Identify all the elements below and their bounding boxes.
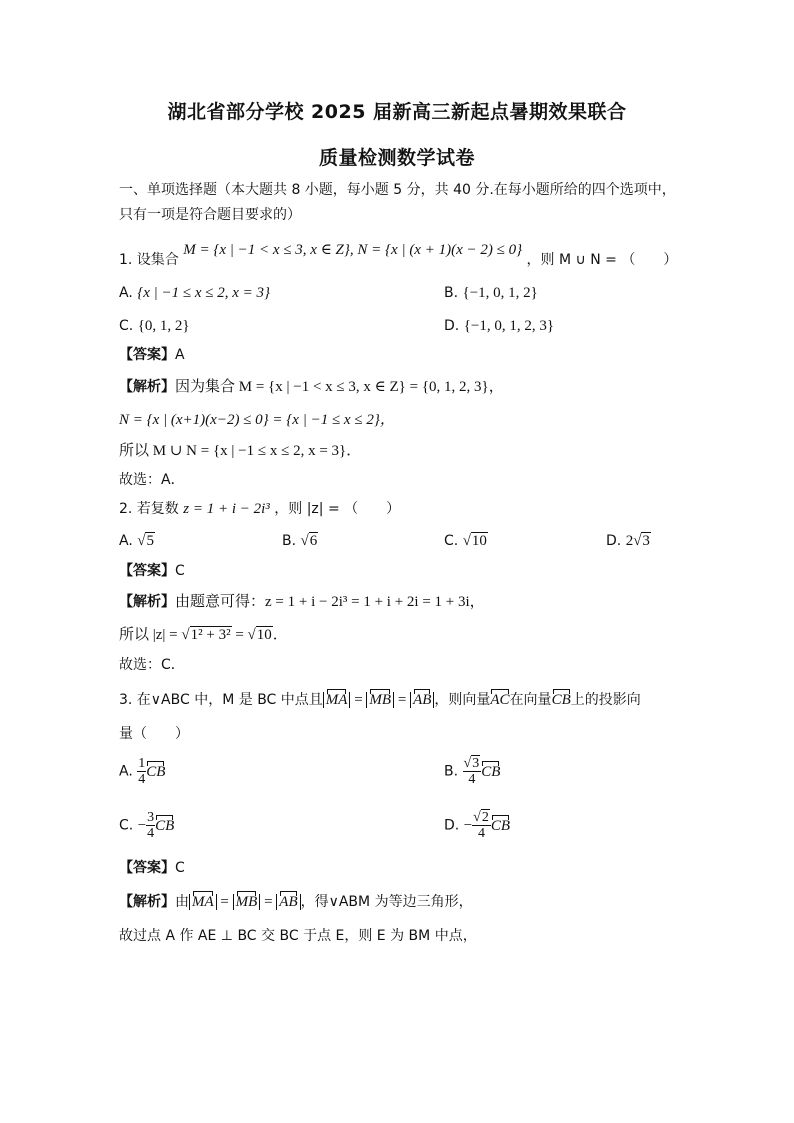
q1-analysis-2: [119, 411, 395, 429]
option-label: B.: [444, 763, 459, 780]
q2-analysis-2: 所以 |z| = √1² + 3² = √10．: [119, 627, 288, 643]
option-text: 3: [642, 533, 650, 549]
section-heading-cont: 只有一项是符合题目要求的）: [119, 207, 301, 223]
option-label: C.: [119, 817, 134, 834]
option-label: B.: [444, 285, 459, 301]
option-label: D.: [444, 817, 460, 834]
option-text: 10: [471, 533, 487, 549]
option-text: {0, 1, 2}: [137, 318, 190, 334]
option-label: D.: [606, 533, 622, 549]
option-label: C.: [119, 318, 134, 334]
question-1: [119, 242, 678, 269]
vector-mb: MB: [369, 692, 392, 708]
q1-set-m: M = {x | −1 < x ≤ 3, x ∈ Z}: [183, 242, 350, 258]
answer-tag: 【答案】: [119, 347, 175, 363]
option-coef: 2: [625, 533, 634, 549]
q1-option-d: [444, 317, 554, 335]
analysis-tag: 【解析】: [119, 894, 175, 910]
option-vector: CB: [481, 763, 501, 780]
q3-option-d: D. − $\frac{√2}{4}$ CB: [444, 810, 511, 841]
q3-mid2: 在向量: [509, 692, 552, 708]
q3-prefix: 3. 在∨ABC 中，M 是 BC 中点且: [119, 692, 323, 708]
q1-answer: [119, 346, 185, 364]
analysis-text: 所以 |z| =: [119, 627, 182, 643]
option-text: 5: [146, 533, 154, 549]
q1-option-b: [444, 284, 538, 302]
answer-value: C: [175, 860, 185, 876]
q1-analysis-1: [119, 378, 504, 396]
analysis-text: 由题意可得：z = 1 + i − 2i³ = 1 + i + 2i = 1 + 3i，: [175, 594, 485, 610]
question-3-cont: 量（ ）: [119, 726, 189, 742]
q2-option-b: B. √6: [282, 533, 318, 549]
option-text: {x | −1 ≤ x ≤ 2, x = 3}: [137, 285, 271, 301]
q1-analysis-3: [119, 442, 361, 460]
vector-ab: AB: [413, 692, 432, 708]
analysis-end: ．: [272, 627, 288, 643]
vector-cb: CB: [551, 692, 571, 708]
q1-option-c: [119, 317, 190, 335]
option-sign: −: [137, 817, 147, 834]
option-text: 6: [309, 533, 318, 549]
question-3: 3. 在∨ABC 中，M 是 BC 中点且 MA = MB = AB ，则向量AC在向量CB上的投影向: [119, 692, 641, 708]
q2-option-c: C. √10: [444, 533, 487, 549]
option-label: D.: [444, 318, 460, 334]
vector-ab: AB: [279, 894, 298, 910]
q2-option-d: D. 2√3: [606, 533, 650, 549]
q2-prefix: 2. 若复数: [119, 501, 179, 517]
q1-set-n: , N = {x | (x + 1)(x − 2) ≤ 0}: [349, 242, 523, 258]
q1-option-a: [119, 284, 270, 302]
q3-option-c: [119, 810, 174, 841]
q2-option-a: A. √5: [119, 533, 154, 549]
q3-option-b: B. $\frac{√3}{4}$ CB: [444, 756, 501, 787]
q3-analysis-1: 【解析】由 MA = MB = AB ，得∨ABM 为等边三角形，: [119, 894, 473, 910]
vector-ac: AC: [490, 692, 510, 708]
q1-ask: ，则 M ∪ N = （ ）: [526, 252, 678, 268]
q2-expression: z = 1 + i − 2i³: [183, 501, 270, 517]
option-denominator: 4: [147, 826, 155, 841]
answer-tag: 【答案】: [119, 563, 175, 579]
option-denominator: 4: [138, 772, 146, 787]
vector-ma: MA: [192, 894, 214, 910]
analysis-text: ，得∨ABM 为等边三角形，: [300, 894, 473, 910]
analysis-eq: =: [231, 627, 248, 643]
section-heading: 一、单项选择题（本大题共 8 小题，每小题 5 分，共 40 分.在每小题所给的四个选项中，: [119, 182, 676, 198]
q3-answer: [119, 859, 185, 877]
answer-value: A: [175, 347, 185, 363]
q1-prefix: 1. 设集合: [119, 252, 179, 268]
option-sign: −: [463, 817, 473, 834]
q2-answer: [119, 562, 185, 580]
vector-ma: MA: [325, 692, 348, 708]
vector-mb: MB: [235, 894, 258, 910]
analysis-text: N = {x | (x+1)(x−2) ≤ 0} = {x | −1 ≤ x ≤ 2}，: [119, 412, 395, 428]
page-title: 湖北省部分学校 2025 届新高三新起点暑期效果联合: [167, 101, 627, 123]
option-vector: CB: [490, 817, 511, 834]
option-numerator: 3: [472, 756, 480, 771]
analysis-text: 因为集合 M = {x | −1 < x ≤ 3, x ∈ Z} = {0, 1, 2, 3}，: [175, 379, 504, 395]
option-text: {−1, 0, 1, 2}: [462, 285, 538, 301]
option-vector: CB: [155, 817, 175, 834]
option-vector: CB: [146, 763, 166, 780]
q2-analysis-1: [119, 593, 485, 611]
page-subtitle: 质量检测数学试卷: [318, 147, 475, 169]
q3-mid: ，则向量: [434, 692, 491, 708]
option-label: A.: [119, 533, 133, 549]
analysis-text: 由: [175, 894, 189, 910]
option-numerator: 1: [138, 756, 146, 771]
option-label: A.: [119, 285, 133, 301]
answer-value: C: [175, 563, 185, 579]
q3-option-a: [119, 756, 165, 787]
q3-tail: 上的投影向: [570, 692, 641, 708]
analysis-text: 所以 M ∪ N = {x | −1 ≤ x ≤ 2, x = 3}．: [119, 443, 362, 459]
analysis-tag: 【解析】: [119, 379, 175, 395]
analysis-result: 10: [256, 627, 272, 643]
option-denominator: 4: [478, 826, 485, 841]
option-numerator: 2: [481, 810, 489, 825]
answer-tag: 【答案】: [119, 860, 175, 876]
option-label: C.: [444, 533, 459, 549]
analysis-radicand: 1² + 3²: [190, 627, 231, 643]
analysis-tag: 【解析】: [119, 594, 175, 610]
q2-analysis-3: 故选：C．: [119, 657, 185, 673]
option-label: A.: [119, 763, 133, 780]
q1-analysis-4: 故选：A．: [119, 472, 185, 488]
option-text: {−1, 0, 1, 2, 3}: [463, 318, 555, 334]
q3-analysis-2: 故过点 A 作 AE ⊥ BC 交 BC 于点 E，则 E 为 BM 中点，: [119, 928, 477, 944]
option-label: B.: [282, 533, 297, 549]
q2-ask: ，则 |z| = （ ）: [274, 501, 401, 517]
option-denominator: 4: [468, 772, 476, 787]
question-2: [119, 500, 400, 518]
option-numerator: 3: [147, 810, 155, 825]
